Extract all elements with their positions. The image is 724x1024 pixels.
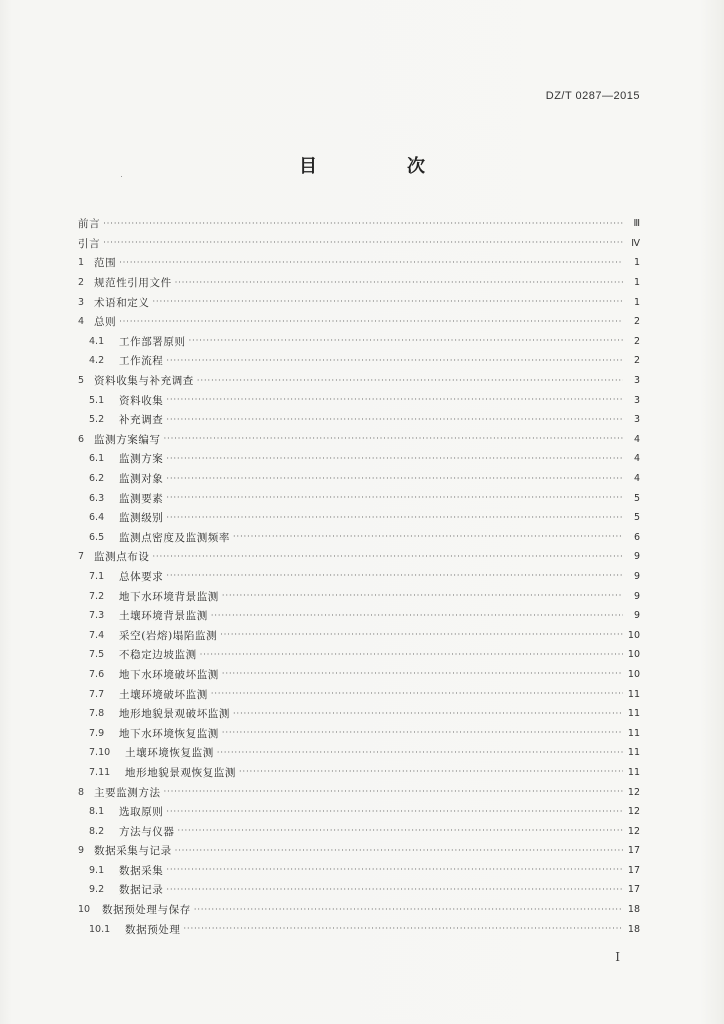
toc-entry-title: 资料收集 [119,394,164,407]
toc-entry[interactable] [78,704,640,724]
toc-entry-title: 总则 [94,316,117,329]
toc-entry-number: 10 [78,904,91,916]
toc-entry-page: 11 [627,727,640,739]
dot-leader [175,847,623,855]
toc-entry[interactable] [78,743,640,763]
toc-entry-title: 土壤环境破坏监测 [119,688,208,701]
toc-entry[interactable] [78,312,640,332]
dot-leader [197,377,623,385]
toc-entry-title: 选取原则 [119,806,164,819]
toc-entry-number: 7.5 [89,649,105,661]
dot-leader [222,729,623,737]
toc-entry-page: 2 [633,316,640,328]
toc-entry[interactable] [78,292,640,312]
toc-entry[interactable] [78,763,640,783]
toc-entry-page: 1 [633,277,640,289]
toc-entry-title: 地下水环境背景监测 [119,590,219,603]
toc-entry-number: 8.2 [89,825,105,837]
table-of-contents [78,214,640,939]
toc-entry-title: 土壤环境恢复监测 [125,747,214,760]
toc-entry-number: 8.1 [89,806,105,818]
dot-leader [166,866,623,874]
toc-entry-title: 补充调查 [119,414,164,427]
toc-entry-title: 方法与仪器 [119,825,175,838]
toc-entry-title: 地形地貌景观恢复监测 [125,766,236,779]
toc-entry-page: 3 [633,414,640,426]
dot-leader [239,768,623,776]
toc-entry-title: 地下水环境恢复监测 [119,727,219,740]
toc-entry[interactable] [78,684,640,704]
toc-entry-number: 7.4 [89,629,105,641]
toc-entry-title: 范围 [94,257,117,270]
dot-leader [166,808,623,816]
dot-leader [166,357,623,365]
toc-entry-title: 数据预处理与保存 [102,904,191,917]
toc-entry-title: 采空(岩熔)塌陷监测 [119,629,218,642]
toc-entry-number: 3 [78,296,85,308]
toc-entry-number: 7.9 [89,727,105,739]
toc-entry[interactable] [78,802,640,822]
toc-entry-title: 工作部署原则 [119,335,186,348]
dot-leader [166,494,623,502]
toc-entry-title: 监测对象 [119,473,164,486]
toc-entry-number: 9.1 [89,864,105,876]
toc-entry-number: 7.2 [89,590,105,602]
toc-entry-page: 12 [627,825,640,837]
toc-entry-title: 监测方案编写 [94,433,161,446]
dot-leader [233,533,623,541]
toc-entry-page: 9 [633,551,640,563]
toc-entry-number: 5.2 [89,414,105,426]
toc-entry[interactable] [78,547,640,567]
toc-entry-page: 11 [627,766,640,778]
toc-entry[interactable] [78,410,640,430]
toc-entry-number: 6 [78,433,85,445]
dot-leader [194,906,623,914]
toc-entry[interactable] [78,606,640,626]
toc-entry-title: 主要监测方法 [94,786,161,799]
toc-entry-page: 2 [633,335,640,347]
toc-entry[interactable] [78,586,640,606]
toc-entry-number: 7.3 [89,610,105,622]
page-number: I [615,950,620,964]
toc-entry-title: 监测点布设 [94,551,150,564]
toc-entry-page: 10 [627,668,640,680]
toc-entry-page: 11 [627,708,640,720]
toc-entry[interactable] [78,782,640,802]
dot-leader [233,710,623,718]
dot-leader [222,670,623,678]
toc-entry[interactable] [78,861,640,881]
toc-entry-page: 1 [633,296,640,308]
toc-entry-number: 4 [78,316,85,328]
toc-entry-number: 7.11 [89,766,111,778]
dot-leader [164,435,623,443]
toc-entry-page: 4 [633,453,640,465]
toc-entry[interactable] [78,880,640,900]
toc-entry-number: 9 [78,845,85,857]
toc-entry[interactable] [78,625,640,645]
toc-entry-number: 5 [78,375,85,387]
toc-entry-page: 11 [627,688,640,700]
toc-entry-page: 5 [633,492,640,504]
toc-entry-page: 18 [627,904,640,916]
toc-entry-title: 资料收集与补充调查 [94,375,194,388]
toc-entry[interactable] [78,488,640,508]
toc-entry-page: 5 [633,512,640,524]
toc-entry[interactable] [78,351,640,371]
toc-entry[interactable] [78,469,640,489]
toc-entry-number: 9.2 [89,884,105,896]
toc-entry-number: 7 [78,551,85,563]
toc-entry-page: 4 [633,473,640,485]
dot-leader [166,475,623,483]
toc-entry[interactable] [78,821,640,841]
toc-entry-page: 1 [633,257,640,269]
toc-entry[interactable] [78,645,640,665]
toc-entry-page: 11 [627,747,640,759]
toc-entry-page: 9 [633,610,640,622]
toc-entry-number: 4.1 [89,335,105,347]
dot-leader [200,651,623,659]
dot-leader [175,279,623,287]
dot-leader [166,514,623,522]
toc-entry[interactable] [78,234,640,254]
toc-entry-title: 数据采集 [119,864,164,877]
toc-entry-number: 5.1 [89,394,105,406]
dot-leader [166,886,623,894]
toc-entry-title: 监测级别 [119,512,164,525]
toc-entry[interactable] [78,900,640,920]
toc-entry-number: 7.7 [89,688,105,700]
dot-leader [184,925,624,933]
toc-entry[interactable] [78,253,640,273]
toc-entry-page: 9 [633,570,640,582]
dot-leader [153,553,624,561]
toc-entry-page: 17 [627,864,640,876]
dot-leader [166,416,623,424]
toc-entry-page: 4 [633,433,640,445]
toc-entry[interactable] [78,214,640,234]
toc-entry-title: 工作流程 [119,355,164,368]
dot-leader [119,259,623,267]
toc-entry-page: 18 [627,923,640,935]
toc-entry-number: 2 [78,277,85,289]
toc-entry-title: 地形地貌景观破坏监测 [119,708,230,721]
toc-entry-page: 3 [633,394,640,406]
dot-leader [211,690,623,698]
toc-entry-number: 6.3 [89,492,105,504]
dot-leader [166,572,623,580]
dot-leader [119,318,623,326]
dot-leader [211,612,623,620]
dot-leader [166,396,623,404]
toc-entry-title: 数据采集与记录 [94,845,172,858]
toc-entry[interactable] [78,841,640,861]
toc-entry-title: 规范性引用文件 [94,277,172,290]
dot-leader [153,298,624,306]
toc-entry-number: 6.1 [89,453,105,465]
toc-entry-page: Ⅲ [633,218,640,230]
toc-entry-number: 6.5 [89,531,105,543]
toc-entry-number: 7.10 [89,747,111,759]
toc-entry[interactable] [78,508,640,528]
toc-entry-page: 10 [627,629,640,641]
toc-entry[interactable] [78,567,640,587]
standard-code: DZ/T 0287—2015 [545,90,640,102]
toc-entry-title: 监测点密度及监测频率 [119,531,230,544]
toc-entry-page: 12 [627,786,640,798]
toc-entry[interactable] [78,449,640,469]
toc-entry-number: 6.4 [89,512,105,524]
toc-entry-number: 1 [78,257,85,269]
dot-leader [166,455,623,463]
toc-entry-page: 3 [633,375,640,387]
toc-entry-title: 土壤环境背景监测 [119,610,208,623]
toc-entry[interactable] [78,919,640,939]
toc-entry[interactable] [78,371,640,391]
toc-entry-title: 数据预处理 [125,923,181,936]
toc-entry-title: 术语和定义 [94,296,150,309]
toc-entry-page: 10 [627,649,640,661]
toc-entry-title: 总体要求 [119,570,164,583]
toc-entry-title: 数据记录 [119,884,164,897]
toc-entry-page: 17 [627,884,640,896]
toc-entry-number: 7.6 [89,668,105,680]
dot-leader [189,337,623,345]
toc-entry-page: 2 [633,355,640,367]
toc-entry-page: 17 [627,845,640,857]
toc-entry-title: 前言 [78,218,101,231]
toc-entry-title: 地下水环境破坏监测 [119,668,219,681]
dot-leader [222,592,623,600]
toc-entry-number: 7.1 [89,570,105,582]
toc-entry[interactable] [78,723,640,743]
toc-entry-title: 监测方案 [119,453,164,466]
toc-entry-page: 6 [633,531,640,543]
toc-entry-page: Ⅳ [631,237,640,249]
toc-entry-number: 7.8 [89,708,105,720]
toc-entry[interactable] [78,390,640,410]
toc-entry-number: 6.2 [89,473,105,485]
toc-entry[interactable] [78,528,640,548]
toc-entry[interactable] [78,332,640,352]
dot-leader [220,631,623,639]
toc-entry-page: 9 [633,590,640,602]
dot-leader [164,788,623,796]
toc-entry-title: 引言 [78,237,101,250]
page-title: 目 次 [299,156,461,177]
toc-entry-title: 不稳定边坡监测 [119,649,197,662]
toc-entry[interactable] [78,273,640,293]
toc-entry[interactable] [78,665,640,685]
toc-entry-title: 监测要素 [119,492,164,505]
toc-entry[interactable] [78,430,640,450]
dot-leader [103,239,623,247]
toc-entry-page: 12 [627,806,640,818]
toc-entry-number: 8 [78,786,85,798]
toc-entry-number: 4.2 [89,355,105,367]
dot-leader [103,220,623,228]
dot-leader [217,749,623,757]
toc-entry-number: 10.1 [89,923,111,935]
dot-leader [178,827,624,835]
